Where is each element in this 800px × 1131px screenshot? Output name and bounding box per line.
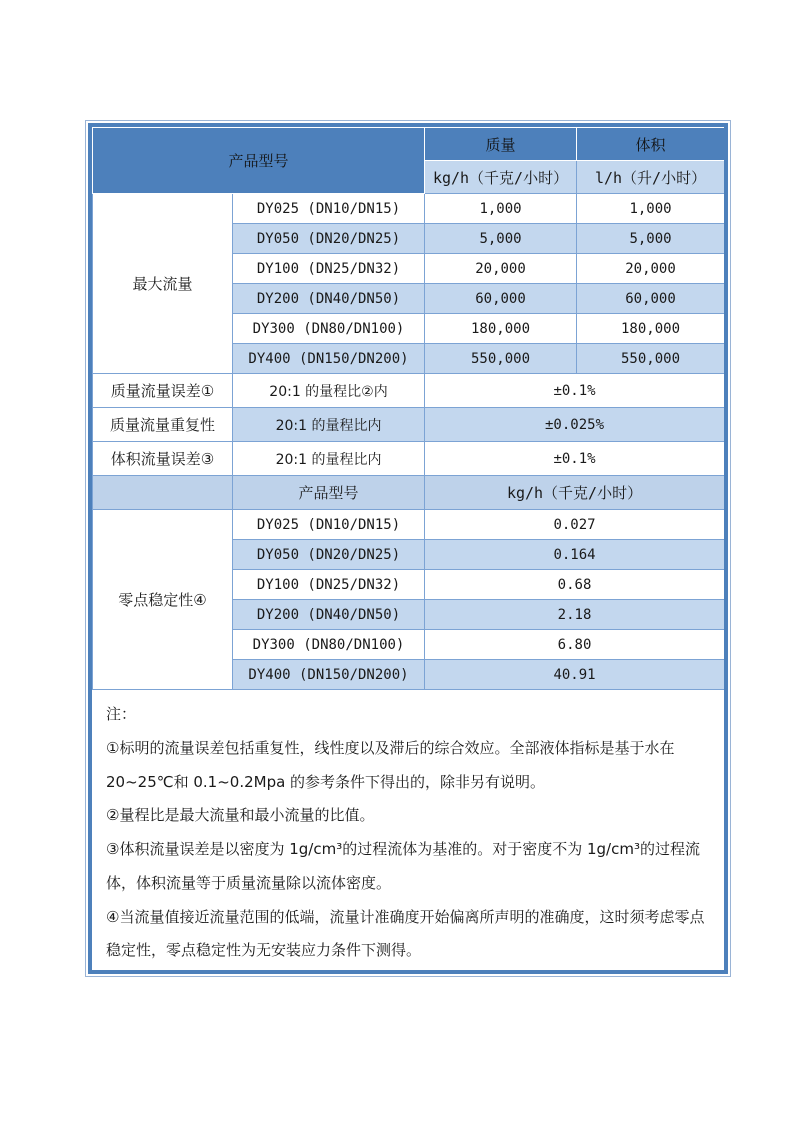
model-cell: DY300 (DN80/DN100) (233, 630, 425, 660)
volume-error-label: 体积流量误差③ (93, 442, 233, 476)
volume-value-cell: 550,000 (577, 344, 725, 374)
model-cell: DY200 (DN40/DN50) (233, 600, 425, 630)
mass-value-cell: 20,000 (425, 254, 577, 284)
product-model-header-2: 产品型号 (233, 476, 425, 510)
condition-cell: 20:1 的量程比内 (233, 442, 425, 476)
zero-value-cell: 0.68 (425, 570, 725, 600)
mass-header: 质量 (425, 128, 577, 161)
table-row (93, 374, 725, 408)
mass-unit-header: kg/h（千克/小时） (425, 161, 577, 194)
mass-error-label: 质量流量误差① (93, 374, 233, 408)
unit-header-2: kg/h（千克/小时） (425, 476, 725, 510)
volume-unit-header: l/h（升/小时） (577, 161, 725, 194)
mass-value-cell: 5,000 (425, 224, 577, 254)
spec-sheet-frame (85, 120, 731, 977)
note-item-3: ③体积流量误差是以密度为 1g/cm³的过程流体为基准的。对于密度不为 1g/cm³的过程流体，体积流量等于质量流量除以流体密度。 (106, 840, 700, 892)
volume-value-cell: 180,000 (577, 314, 725, 344)
model-cell: DY100 (DN25/DN32) (233, 570, 425, 600)
model-cell: DY050 (DN20/DN25) (233, 224, 425, 254)
table-header-row-3 (93, 476, 725, 510)
spec-value-cell: ±0.1% (425, 442, 725, 476)
model-cell: DY050 (DN20/DN25) (233, 540, 425, 570)
zero-value-cell: 6.80 (425, 630, 725, 660)
model-cell: DY400 (DN150/DN200) (233, 344, 425, 374)
volume-value-cell: 20,000 (577, 254, 725, 284)
notes-section (92, 690, 724, 968)
model-cell: DY200 (DN40/DN50) (233, 284, 425, 314)
condition-cell: 20:1 的量程比内 (233, 408, 425, 442)
model-cell: DY025 (DN10/DN15) (233, 194, 425, 224)
model-cell: DY100 (DN25/DN32) (233, 254, 425, 284)
header2-blank-cell (93, 476, 233, 510)
spec-sheet-inner (88, 123, 728, 974)
volume-value-cell: 1,000 (577, 194, 725, 224)
spec-table (92, 127, 725, 690)
volume-value-cell: 60,000 (577, 284, 725, 314)
max-flow-label: 最大流量 (93, 194, 233, 374)
table-row (93, 510, 725, 540)
product-model-header: 产品型号 (93, 128, 425, 194)
table-row (93, 442, 725, 476)
model-cell: DY025 (DN10/DN15) (233, 510, 425, 540)
zero-stability-label: 零点稳定性④ (93, 510, 233, 690)
volume-value-cell: 5,000 (577, 224, 725, 254)
table-header-row-1 (93, 128, 725, 161)
spec-value-cell: ±0.1% (425, 374, 725, 408)
zero-value-cell: 2.18 (425, 600, 725, 630)
notes-title: 注： (106, 705, 137, 723)
model-cell: DY400 (DN150/DN200) (233, 660, 425, 690)
zero-value-cell: 0.164 (425, 540, 725, 570)
table-row (93, 194, 725, 224)
mass-repeatability-label: 质量流量重复性 (93, 408, 233, 442)
zero-value-cell: 40.91 (425, 660, 725, 690)
spec-value-cell: ±0.025% (425, 408, 725, 442)
zero-value-cell: 0.027 (425, 510, 725, 540)
mass-value-cell: 550,000 (425, 344, 577, 374)
model-cell: DY300 (DN80/DN100) (233, 314, 425, 344)
note-item-4: ④当流量值接近流量范围的低端，流量计准确度开始偏离所声明的准确度，这时须考虑零点稳定性，零点稳定性为无安装应力条件下测得。 (106, 907, 705, 960)
mass-value-cell: 180,000 (425, 314, 577, 344)
condition-cell: 20:1 的量程比②内 (233, 374, 425, 408)
volume-header: 体积 (577, 128, 725, 161)
mass-value-cell: 60,000 (425, 284, 577, 314)
note-item-1: ①标明的流量误差包括重复性，线性度以及滞后的综合效应。全部液体指标是基于水在 20~25℃和 0.1~0.2Mpa 的参考条件下得出的，除非另有说明。 (106, 738, 675, 791)
mass-value-cell: 1,000 (425, 194, 577, 224)
note-item-2: ②量程比是最大流量和最小流量的比值。 (106, 806, 375, 825)
table-row (93, 408, 725, 442)
